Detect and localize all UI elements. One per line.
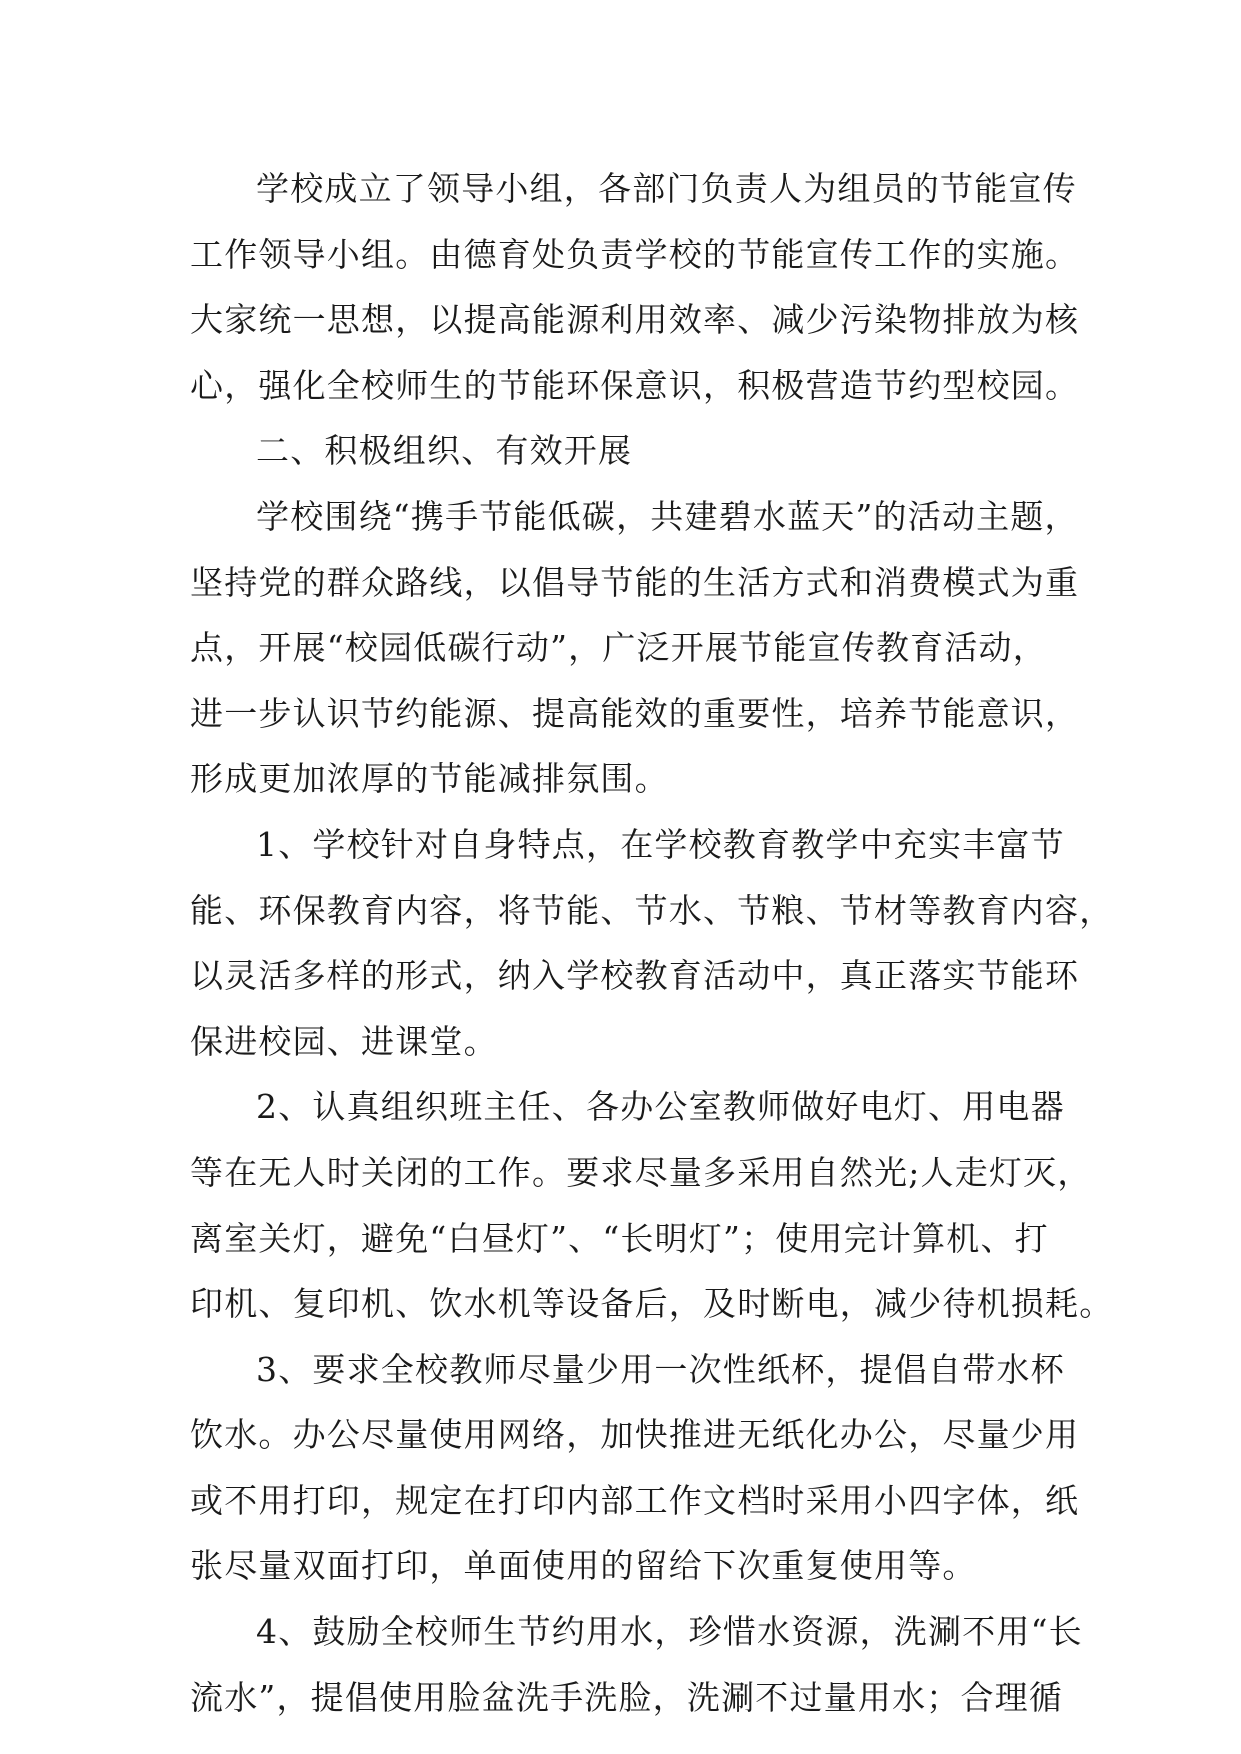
- text-line: 形成更加浓厚的节能减排氛围。: [190, 759, 669, 799]
- paragraph-campaign-theme: [190, 484, 1080, 812]
- text-line: 离室关灯，避免“白昼灯”、“长明灯”；使用完计算机、打: [190, 1218, 1049, 1258]
- text-line: 点，开展“校园低碳行动”，广泛开展节能宣传教育活动，: [190, 628, 1047, 668]
- text-line: 印机、复印机、饮水机等设备后，及时断电，减少待机损耗。: [190, 1284, 1114, 1324]
- text-line: 等在无人时关闭的工作。要求尽量多采用自然光;人走灯灭，: [190, 1152, 1092, 1192]
- text-line: 进一步认识节约能源、提高能效的重要性，培养节能意识，: [190, 693, 1080, 733]
- text-line: 心，强化全校师生的节能环保意识，积极营造节约型校园。: [190, 365, 1080, 405]
- text-line: 2、认真组织班主任、各办公室教师做好电灯、用电器: [256, 1087, 1065, 1127]
- paragraph-leadership-group: [190, 156, 1080, 418]
- text-line: 1、学校针对自身特点，在学校教育教学中充实丰富节: [256, 824, 1065, 864]
- text-line: 大家统一思想，以提高能源利用效率、减少污染物排放为核: [190, 300, 1080, 340]
- text-line: 坚持党的群众路线，以倡导节能的生活方式和消费模式为重: [190, 562, 1080, 602]
- section-heading-text: 二、积极组织、有效开展: [256, 431, 633, 471]
- text-line: 学校成立了领导小组，各部门负责人为组员的节能宣传: [256, 169, 1077, 208]
- text-line: 以灵活多样的形式，纳入学校教育活动中，真正落实节能环: [190, 956, 1080, 996]
- document-body: [190, 156, 1114, 1730]
- text-line: 3、要求全校教师尽量少用一次性纸杯，提倡自带水杯: [256, 1349, 1065, 1389]
- text-line: 能、环保教育内容，将节能、节水、节粮、节材等教育内容，: [190, 890, 1114, 930]
- text-line: 学校围绕“携手节能低碳，共建碧水蓝天”的活动主题，: [256, 496, 1079, 536]
- text-line: 保进校园、进课堂。: [190, 1021, 498, 1061]
- text-line: 工作领导小组。由德育处负责学校的节能宣传工作的实施。: [190, 234, 1080, 274]
- text-line: 流水”，提倡使用脸盆洗手洗脸，洗涮不过量用水；合理循: [190, 1677, 1064, 1717]
- list-item-2: [190, 1074, 1114, 1336]
- list-item-4: [190, 1599, 1083, 1730]
- text-line: 4、鼓励全校师生节约用水，珍惜水资源，洗涮不用“长: [256, 1612, 1083, 1652]
- section-heading: [190, 418, 1070, 484]
- list-item-3: [190, 1337, 1080, 1599]
- text-line: 饮水。办公尽量使用网络，加快推进无纸化办公，尽量少用: [190, 1415, 1080, 1455]
- text-line: 张尽量双面打印，单面使用的留给下次重复使用等。: [190, 1546, 977, 1586]
- list-item-1: [190, 812, 1114, 1074]
- text-line: 或不用打印，规定在打印内部工作文档时采用小四字体，纸: [190, 1480, 1080, 1520]
